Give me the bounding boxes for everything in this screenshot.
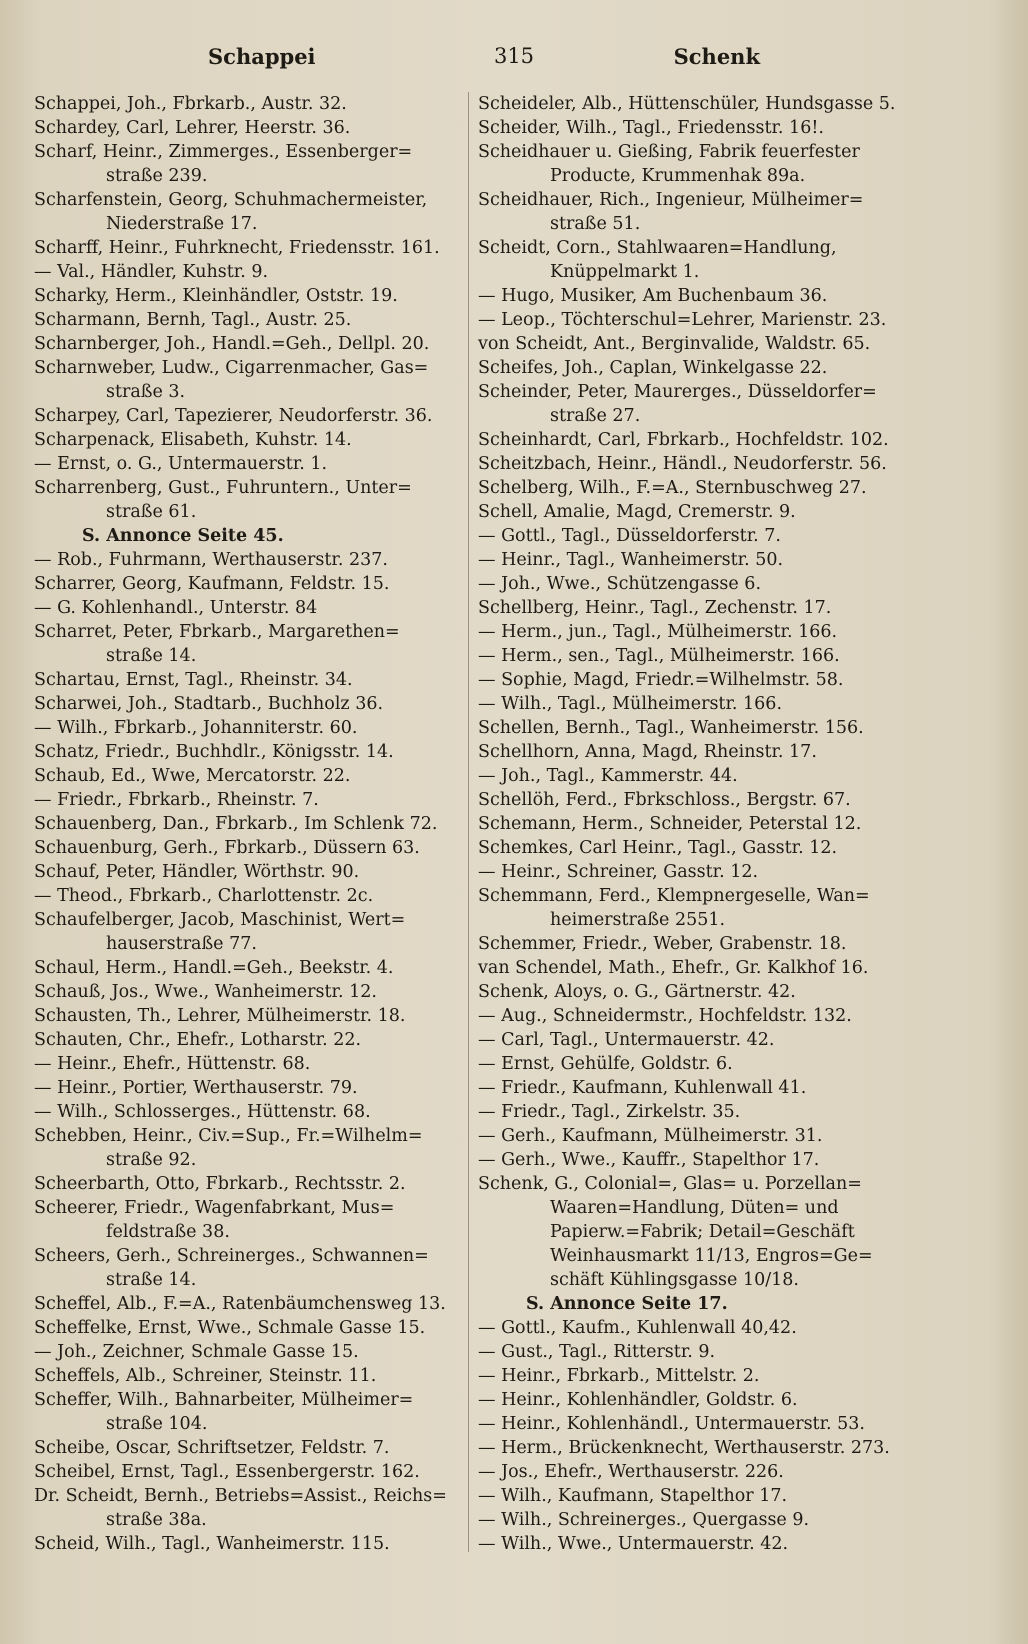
entry-line: Scharwei, Joh., Stadtarb., Buchholz 36. — [34, 694, 384, 714]
entry-line: — Theod., Fbrkarb., Charlottenstr. 2c. — [34, 886, 374, 906]
entry-line: Schellen, Bernh., Tagl., Wanheimerstr. 156. — [478, 718, 864, 738]
entry-line: — Leop., Töchterschul=Lehrer, Marienstr. 23. — [478, 310, 887, 330]
entry-line: — Friedr., Fbrkarb., Rheinstr. 7. — [34, 790, 319, 810]
entry-line: — Wilh., Tagl., Mülheimerstr. 166. — [478, 694, 783, 714]
entry-line: Schauten, Chr., Ehefr., Lotharstr. 22. — [34, 1030, 362, 1050]
entry-line: Schenk, Aloys, o. G., Gärtnerstr. 42. — [478, 982, 796, 1002]
entry-line: — Gerh., Kaufmann, Mülheimerstr. 31. — [478, 1126, 823, 1146]
directory-entry — [478, 1508, 918, 1532]
directory-entry — [34, 1340, 464, 1364]
entry-line: Schemkes, Carl Heinr., Tagl., Gasstr. 12. — [478, 838, 838, 858]
entry-line: Dr. Scheidt, Bernh., Betriebs=Assist., Reichs= — [34, 1486, 447, 1506]
entry-continuation: Knüppelmarkt 1. — [550, 262, 700, 282]
entry-line: — Herm., Brückenknecht, Werthauserstr. 273. — [478, 1438, 890, 1458]
entry-line: — Ernst, Gehülfe, Goldstr. 6. — [478, 1054, 733, 1074]
directory-entry — [478, 980, 918, 1004]
entry-line: Scheerbarth, Otto, Fbrkarb., Rechtsstr. 2. — [34, 1174, 406, 1194]
entry-line: Schaub, Ed., Wwe, Mercatorstr. 22. — [34, 766, 351, 786]
directory-entry — [34, 260, 464, 284]
entry-continuation: straße 3. — [106, 382, 186, 402]
entry-line: Scharfenstein, Georg, Schuhmachermeister, — [34, 190, 428, 210]
entry-continuation: straße 38a. — [106, 1510, 207, 1530]
column-divider — [468, 92, 469, 1552]
directory-entry — [478, 1172, 918, 1292]
directory-entry — [478, 524, 918, 548]
directory-entry — [478, 476, 918, 500]
directory-entry — [34, 1172, 464, 1196]
entry-line: Scharnweber, Ludw., Cigarrenmacher, Gas= — [34, 358, 429, 378]
directory-entry — [34, 356, 464, 404]
directory-entry — [34, 1460, 464, 1484]
entry-line: Scharpey, Carl, Tapezierer, Neudorferstr. 36. — [34, 406, 433, 426]
directory-entry — [478, 1532, 918, 1556]
directory-entry — [34, 548, 464, 572]
directory-entry — [478, 380, 918, 428]
entry-line: Schellhorn, Anna, Magd, Rheinstr. 17. — [478, 742, 817, 762]
directory-entry — [34, 524, 464, 548]
entry-line: — Val., Händler, Kuhstr. 9. — [34, 262, 269, 282]
directory-entry — [478, 356, 918, 380]
entry-line: Schellberg, Heinr., Tagl., Zechenstr. 17. — [478, 598, 832, 618]
directory-entry — [34, 620, 464, 668]
entry-line: — Hugo, Musiker, Am Buchenbaum 36. — [478, 286, 828, 306]
entry-line: Scharnberger, Joh., Handl.=Geh., Dellpl. 20. — [34, 334, 430, 354]
entry-line: — Rob., Fuhrmann, Werthauserstr. 237. — [34, 550, 388, 570]
directory-entry — [34, 956, 464, 980]
directory-entry — [34, 812, 464, 836]
directory-entry — [34, 692, 464, 716]
directory-entry — [34, 1004, 464, 1028]
directory-entry — [478, 1076, 918, 1100]
entry-line: Scheffelke, Ernst, Wwe., Schmale Gasse 15. — [34, 1318, 426, 1338]
directory-entry — [34, 596, 464, 620]
entry-line: Scheideler, Alb., Hüttenschüler, Hundsgasse 5. — [478, 94, 896, 114]
entry-line: — Jos., Ehefr., Werthauserstr. 226. — [478, 1462, 784, 1482]
entry-continuation: Weinhausmarkt 11/13, Engros=Ge= — [550, 1246, 873, 1266]
entry-line: — Friedr., Kaufmann, Kuhlenwall 41. — [478, 1078, 807, 1098]
page-header — [38, 44, 990, 78]
entry-line: — Herm., jun., Tagl., Mülheimerstr. 166. — [478, 622, 838, 642]
directory-entry — [478, 188, 918, 236]
directory-entry — [34, 1364, 464, 1388]
directory-entry — [34, 716, 464, 740]
directory-entry — [478, 788, 918, 812]
entry-line: S. Annonce Seite 45. — [82, 526, 284, 546]
directory-entry — [478, 332, 918, 356]
directory-entry — [34, 1076, 464, 1100]
directory-entry — [34, 980, 464, 1004]
entry-line: — Joh., Wwe., Schützengasse 6. — [478, 574, 762, 594]
directory-entry — [478, 860, 918, 884]
directory-entry — [478, 1292, 918, 1316]
entry-line: Schausten, Th., Lehrer, Mülheimerstr. 18. — [34, 1006, 406, 1026]
entry-line: — Gottl., Kaufm., Kuhlenwall 40,42. — [478, 1318, 797, 1338]
entry-line: Schell, Amalie, Magd, Cremerstr. 9. — [478, 502, 796, 522]
entry-line: Schauf, Peter, Händler, Wörthstr. 90. — [34, 862, 360, 882]
directory-entry — [478, 1124, 918, 1148]
entry-line: Scheinder, Peter, Maurerges., Düsseldorfer= — [478, 382, 877, 402]
entry-line: Scheinhardt, Carl, Fbrkarb., Hochfeldstr. 102. — [478, 430, 889, 450]
directory-entry — [34, 1028, 464, 1052]
directory-entry — [34, 404, 464, 428]
entry-line: — Wilh., Schreinerges., Quergasse 9. — [478, 1510, 810, 1530]
entry-line: Schaufelberger, Jacob, Maschinist, Wert= — [34, 910, 406, 930]
entry-continuation: straße 239. — [106, 166, 208, 186]
entry-continuation: straße 92. — [106, 1150, 197, 1170]
entry-line: — Heinr., Portier, Werthauserstr. 79. — [34, 1078, 358, 1098]
directory-entry — [34, 236, 464, 260]
directory-entry — [34, 764, 464, 788]
directory-entry — [478, 1148, 918, 1172]
directory-entry — [478, 740, 918, 764]
directory-entry — [34, 1292, 464, 1316]
header-left-keyword: Schappei — [208, 44, 316, 69]
directory-entry — [478, 620, 918, 644]
entry-line: Scharff, Heinr., Fuhrknecht, Friedensstr. 161. — [34, 238, 440, 258]
right-column — [478, 92, 918, 1556]
entry-line: Schemmann, Ferd., Klempnergeselle, Wan= — [478, 886, 870, 906]
directory-entry — [478, 284, 918, 308]
entry-continuation: straße 14. — [106, 1270, 197, 1290]
directory-entry — [478, 812, 918, 836]
directory-entry — [34, 1532, 464, 1556]
directory-entry — [34, 1436, 464, 1460]
entry-line: Scharky, Herm., Kleinhändler, Oststr. 19. — [34, 286, 398, 306]
entry-line: — Sophie, Magd, Friedr.=Wilhelmstr. 58. — [478, 670, 844, 690]
entry-line: — Heinr., Kohlenhändl., Untermauerstr. 53. — [478, 1414, 865, 1434]
directory-entry — [34, 452, 464, 476]
directory-entry — [478, 1100, 918, 1124]
entry-continuation: Producte, Krummenhak 89a. — [550, 166, 806, 186]
directory-entry — [478, 668, 918, 692]
directory-entry — [478, 644, 918, 668]
entry-continuation: straße 61. — [106, 502, 197, 522]
entry-line: — Gerh., Wwe., Kauffr., Stapelthor 17. — [478, 1150, 820, 1170]
entry-line: — Wilh., Fbrkarb., Johanniterstr. 60. — [34, 718, 358, 738]
entry-line: — Carl, Tagl., Untermauerstr. 42. — [478, 1030, 775, 1050]
entry-line: — Herm., sen., Tagl., Mülheimerstr. 166. — [478, 646, 840, 666]
directory-entry — [34, 860, 464, 884]
entry-line: — Heinr., Tagl., Wanheimerstr. 50. — [478, 550, 784, 570]
directory-entry — [478, 764, 918, 788]
entry-line: Scheibe, Oscar, Schriftsetzer, Feldstr. 7. — [34, 1438, 390, 1458]
directory-entry — [34, 428, 464, 452]
entry-continuation: Waaren=Handlung, Düten= und — [550, 1198, 839, 1218]
directory-entry — [478, 548, 918, 572]
directory-entry — [34, 476, 464, 524]
entry-line: Scheifes, Joh., Caplan, Winkelgasse 22. — [478, 358, 828, 378]
entry-line: Scheidhauer u. Gießing, Fabrik feuerfester — [478, 142, 860, 162]
entry-line: Scharret, Peter, Fbrkarb., Margarethen= — [34, 622, 400, 642]
directory-entry — [34, 1484, 464, 1532]
entry-continuation: straße 27. — [550, 406, 641, 426]
directory-entry — [478, 1388, 918, 1412]
entry-line: — Heinr., Schreiner, Gasstr. 12. — [478, 862, 759, 882]
entry-line: Schemmer, Friedr., Weber, Grabenstr. 18. — [478, 934, 847, 954]
entry-line: — Joh., Tagl., Kammerstr. 44. — [478, 766, 738, 786]
entry-line: Scheitzbach, Heinr., Händl., Neudorferstr. 56. — [478, 454, 887, 474]
directory-entry — [478, 1316, 918, 1340]
directory-entry — [478, 308, 918, 332]
directory-entry — [478, 1052, 918, 1076]
entry-line: Scheers, Gerh., Schreinerges., Schwannen= — [34, 1246, 429, 1266]
directory-entry — [478, 884, 918, 932]
directory-entry — [34, 884, 464, 908]
directory-entry — [34, 308, 464, 332]
page-number: 315 — [493, 44, 535, 68]
entry-line: — Joh., Zeichner, Schmale Gasse 15. — [34, 1342, 359, 1362]
entry-line: Scheid, Wilh., Tagl., Wanheimerstr. 115. — [34, 1534, 390, 1554]
directory-entry — [478, 1004, 918, 1028]
directory-entry — [34, 1100, 464, 1124]
entry-line: Scharmann, Bernh, Tagl., Austr. 25. — [34, 310, 352, 330]
entry-line: S. Annonce Seite 17. — [526, 1294, 728, 1314]
entry-line: — Wilh., Schlosserges., Hüttenstr. 68. — [34, 1102, 371, 1122]
entry-continuation: straße 104. — [106, 1414, 208, 1434]
entry-line: Schellöh, Ferd., Fbrkschloss., Bergstr. 67. — [478, 790, 851, 810]
directory-entry — [34, 188, 464, 236]
entry-line: Schauenburg, Gerh., Fbrkarb., Düssern 63. — [34, 838, 420, 858]
directory-entry — [478, 1460, 918, 1484]
directory-entry — [478, 236, 918, 284]
entry-line: Schartau, Ernst, Tagl., Rheinstr. 34. — [34, 670, 353, 690]
entry-line: Schappei, Joh., Fbrkarb., Austr. 32. — [34, 94, 347, 114]
directory-entry — [478, 716, 918, 740]
entry-line: — Heinr., Kohlenhändler, Goldstr. 6. — [478, 1390, 798, 1410]
directory-entry — [478, 116, 918, 140]
entry-line: Schenk, G., Colonial=, Glas= u. Porzellan= — [478, 1174, 862, 1194]
entry-continuation: feldstraße 38. — [106, 1222, 230, 1242]
entry-line: van Schendel, Math., Ehefr., Gr. Kalkhof 16. — [478, 958, 869, 978]
directory-entry — [478, 836, 918, 860]
header-right-keyword: Schenk — [673, 44, 760, 69]
entry-line: Scheider, Wilh., Tagl., Friedensstr. 16!. — [478, 118, 824, 138]
entry-continuation: schäft Kühlingsgasse 10/18. — [550, 1270, 799, 1290]
entry-line: Scharrer, Georg, Kaufmann, Feldstr. 15. — [34, 574, 390, 594]
entry-continuation: hauserstraße 77. — [106, 934, 257, 954]
directory-entry — [34, 284, 464, 308]
directory-entry — [34, 92, 464, 116]
directory-entry — [478, 140, 918, 188]
entry-line: Scheibel, Ernst, Tagl., Essenbergerstr. 162. — [34, 1462, 420, 1482]
entry-line: Schebben, Heinr., Civ.=Sup., Fr.=Wilhelm= — [34, 1126, 423, 1146]
entry-line: Scheffel, Alb., F.=A., Ratenbäumchensweg 13. — [34, 1294, 446, 1314]
entry-line: Schauenberg, Dan., Fbrkarb., Im Schlenk 72. — [34, 814, 438, 834]
directory-entry — [478, 428, 918, 452]
directory-entry — [478, 1412, 918, 1436]
directory-entry — [34, 908, 464, 956]
directory-entry — [34, 140, 464, 188]
entry-continuation: heimerstraße 2551. — [550, 910, 726, 930]
entry-continuation: Niederstraße 17. — [106, 214, 258, 234]
directory-entry — [34, 1052, 464, 1076]
directory-entry — [478, 596, 918, 620]
directory-entry — [478, 956, 918, 980]
entry-continuation: straße 51. — [550, 214, 641, 234]
entry-line: Scheffer, Wilh., Bahnarbeiter, Mülheimer= — [34, 1390, 414, 1410]
entry-line: — Gust., Tagl., Ritterstr. 9. — [478, 1342, 716, 1362]
entry-line: Scheidt, Corn., Stahlwaaren=Handlung, — [478, 238, 837, 258]
left-column — [34, 92, 464, 1556]
entry-line: — Friedr., Tagl., Zirkelstr. 35. — [478, 1102, 741, 1122]
directory-entry — [34, 332, 464, 356]
entry-line: — Wilh., Wwe., Untermauerstr. 42. — [478, 1534, 789, 1554]
entry-continuation: straße 14. — [106, 646, 197, 666]
directory-entry — [478, 92, 918, 116]
entry-line: von Scheidt, Ant., Berginvalide, Waldstr. 65. — [478, 334, 871, 354]
entry-line: Schardey, Carl, Lehrer, Heerstr. 36. — [34, 118, 351, 138]
entry-line: Scharpenack, Elisabeth, Kuhstr. 14. — [34, 430, 352, 450]
directory-entry — [34, 1316, 464, 1340]
entry-line: — Wilh., Kaufmann, Stapelthor 17. — [478, 1486, 788, 1506]
entry-line: Scheidhauer, Rich., Ingenieur, Mülheimer= — [478, 190, 864, 210]
entry-line: Schemann, Herm., Schneider, Peterstal 12. — [478, 814, 862, 834]
directory-entry — [34, 740, 464, 764]
directory-entry — [478, 1364, 918, 1388]
directory-entry — [478, 1436, 918, 1460]
directory-entry — [34, 1124, 464, 1172]
entry-line: — G. Kohlenhandl., Unterstr. 84 — [34, 598, 318, 618]
directory-entry — [478, 1340, 918, 1364]
directory-entry — [34, 1388, 464, 1436]
directory-entry — [34, 1196, 464, 1244]
entry-line: Schaul, Herm., Handl.=Geh., Beekstr. 4. — [34, 958, 394, 978]
directory-entry — [478, 1028, 918, 1052]
entry-line: Scheerer, Friedr., Wagenfabrkant, Mus= — [34, 1198, 395, 1218]
directory-entry — [478, 500, 918, 524]
entry-line: Scheffels, Alb., Schreiner, Steinstr. 11. — [34, 1366, 377, 1386]
directory-entry — [34, 572, 464, 596]
directory-entry — [34, 1244, 464, 1292]
directory-entry — [478, 572, 918, 596]
directory-entry — [478, 452, 918, 476]
entry-line: — Ernst, o. G., Untermauerstr. 1. — [34, 454, 328, 474]
entry-line: — Gottl., Tagl., Düsseldorferstr. 7. — [478, 526, 781, 546]
directory-entry — [34, 116, 464, 140]
directory-entry — [34, 668, 464, 692]
entry-line: Schelberg, Wilh., F.=A., Sternbuschweg 27. — [478, 478, 867, 498]
entry-line: — Aug., Schneidermstr., Hochfeldstr. 132. — [478, 1006, 852, 1026]
directory-entry — [478, 692, 918, 716]
directory-entry — [34, 836, 464, 860]
entry-line: Scharf, Heinr., Zimmerges., Essenberger= — [34, 142, 413, 162]
entry-line: Schatz, Friedr., Buchhdlr., Königsstr. 14. — [34, 742, 394, 762]
directory-entry — [478, 932, 918, 956]
entry-continuation: Papierw.=Fabrik; Detail=Geschäft — [550, 1222, 855, 1242]
entry-line: — Heinr., Fbrkarb., Mittelstr. 2. — [478, 1366, 760, 1386]
directory-entry — [34, 788, 464, 812]
entry-line: — Heinr., Ehefr., Hüttenstr. 68. — [34, 1054, 311, 1074]
directory-entry — [478, 1484, 918, 1508]
entry-line: Scharrenberg, Gust., Fuhruntern., Unter= — [34, 478, 412, 498]
entry-line: Schauß, Jos., Wwe., Wanheimerstr. 12. — [34, 982, 377, 1002]
